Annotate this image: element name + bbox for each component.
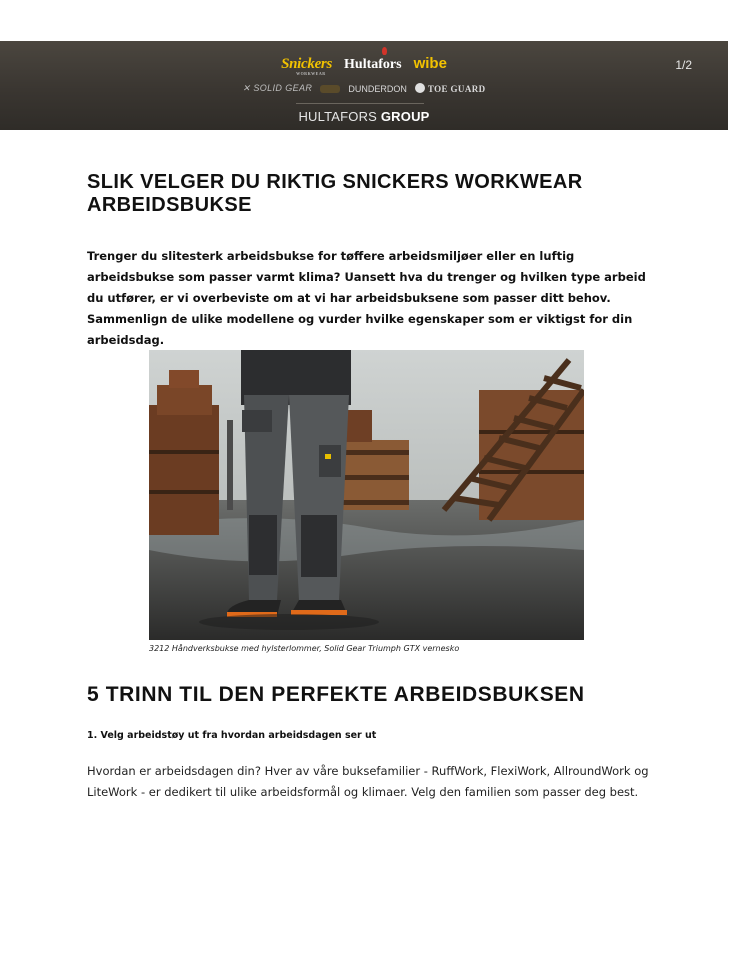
brand-logos-secondary [0, 83, 728, 94]
flame-icon [382, 47, 387, 55]
toe-guard-icon [415, 83, 425, 93]
image-caption: 3212 Håndverksbukse med hylsterlommer, Solid Gear Triumph GTX vernesko [149, 644, 460, 653]
group-label-bold: GROUP [380, 109, 430, 124]
hultafors-group-logo [0, 109, 728, 124]
hultafors-logo-text: Hultafors [344, 57, 402, 72]
step-1-heading: 1. Velg arbeidstøy ut fra hvordan arbeidsdagen ser ut [87, 730, 377, 741]
wibe-logo [414, 55, 447, 72]
article-title: SLIK VELGER DU RIKTIG SNICKERS WORKWEAR ARBEIDSBUKSE [87, 171, 583, 216]
step-1-body: Hvordan er arbeidsdagen din? Hver av våre buksefamilier - RuffWork, FlexiWork, AllroundWork og LiteWork - er dedikert til ulike arbeidsformål og klimaer. Velg den familien som passer deg best. [87, 764, 649, 799]
toe-guard-logo-text: TOE GUARD [427, 84, 486, 94]
product-photo [149, 350, 584, 640]
solid-gear-icon: ✕ [242, 83, 254, 93]
workwear-photo-illustration [149, 350, 584, 640]
snickers-logo-subtext: WORKWEAR [296, 71, 326, 76]
solid-gear-logo [242, 83, 312, 94]
brand-banner [0, 41, 728, 130]
group-label-light: HULTAFORS [298, 109, 378, 124]
section-title: 5 TRINN TIL DEN PERFEKTE ARBEIDSBUKSEN [87, 683, 585, 706]
page-number: 1/2 [675, 58, 692, 72]
snickers-logo [281, 56, 333, 76]
brand-logos-primary [0, 55, 728, 76]
toe-guard-logo [415, 83, 486, 94]
wibe-logo-text: wibe [413, 55, 447, 72]
hultafors-logo [344, 57, 402, 73]
group-divider [296, 103, 424, 104]
article-intro: Trenger du slitesterk arbeidsbukse for tøffere arbeidsmiljøer eller en luftig arbeidsbukse som passer varmt klima? Uansett hva du trenger og hvilken type arbeid du utfører, er vi overbeviste om at vi har arbeidsbuksene som passer ditt behov. Sammenlign de ulike modellene og vurder hvilke egenskaper som er viktigst for din arbeidsdag. [87, 249, 646, 347]
solid-gear-logo-text: SOLID GEAR [253, 83, 313, 93]
dunderdon-icon [320, 85, 340, 93]
snickers-logo-text: Snickers [281, 56, 333, 72]
dunderdon-logo: DUNDERDON [348, 83, 407, 94]
